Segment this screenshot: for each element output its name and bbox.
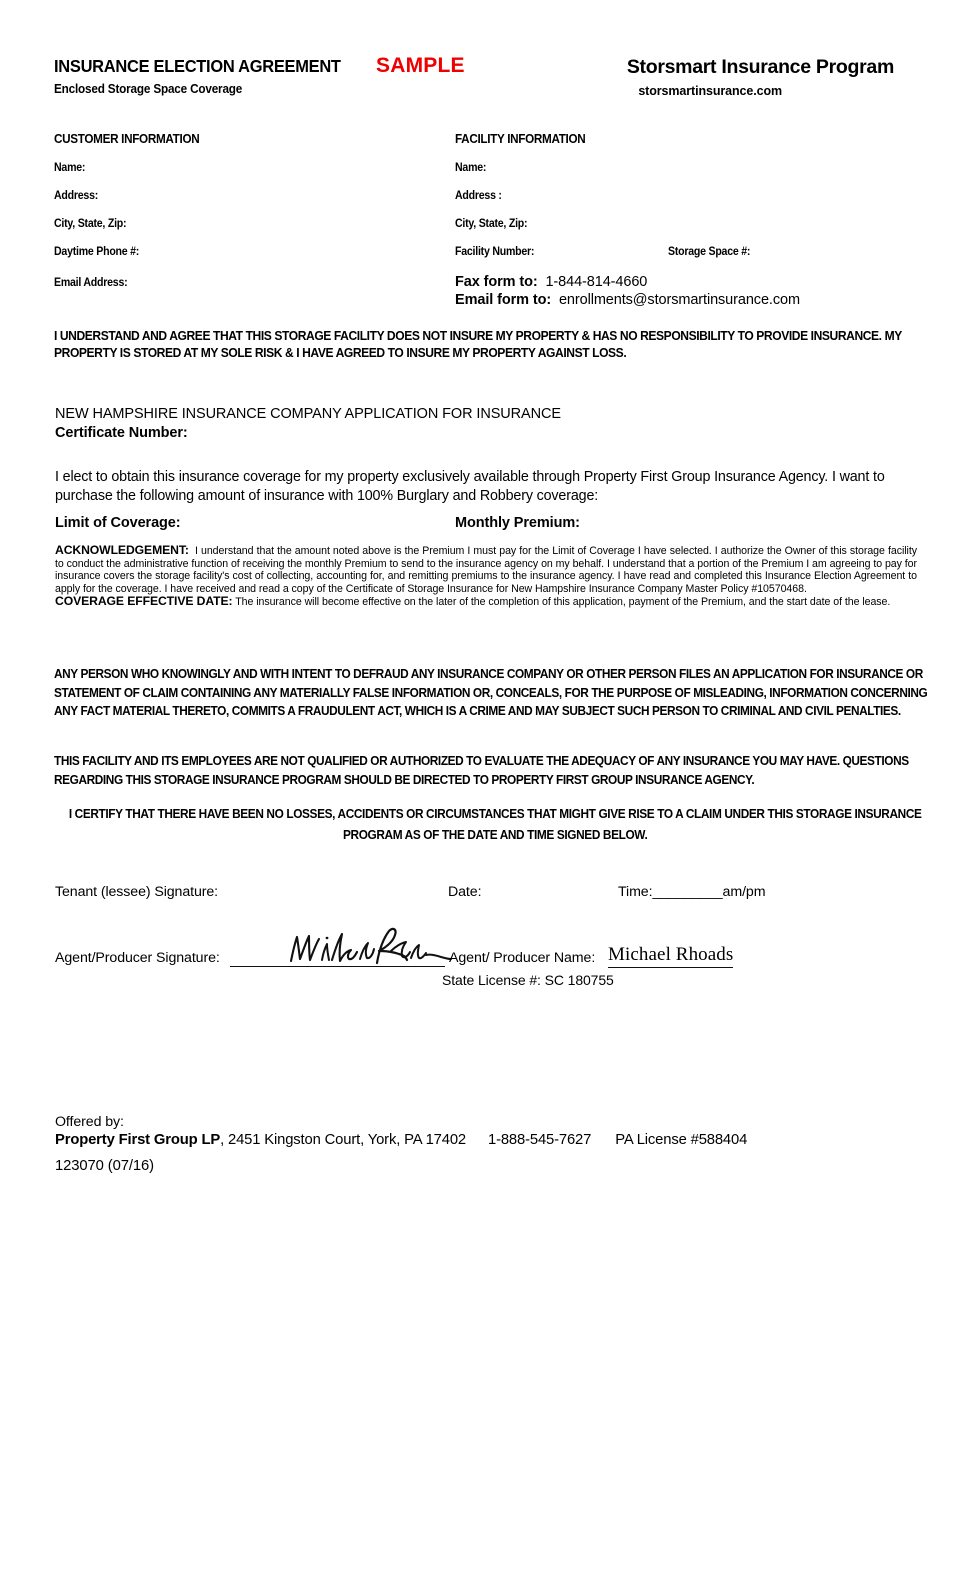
facility-name-label: Name:	[455, 162, 487, 174]
coverage-effective-date-paragraph	[55, 595, 917, 609]
sample-watermark: SAMPLE	[376, 54, 465, 77]
footer-company-line	[55, 1132, 747, 1148]
certificate-number-label: Certificate Number:	[55, 425, 188, 441]
customer-city-state-zip-label: City, State, Zip:	[54, 218, 127, 230]
facility-number-label: Facility Number:	[455, 246, 535, 258]
facility-city-state-zip-label: City, State, Zip:	[455, 218, 528, 230]
state-license-number: State License #: SC 180755	[442, 972, 614, 988]
storage-space-number-label: Storage Space #:	[668, 246, 751, 258]
customer-information-heading: CUSTOMER INFORMATION	[54, 131, 200, 146]
email-form-row	[455, 292, 800, 308]
acknowledgement-body: I understand that the amount noted above is the Premium I must pay for the Limit of Coverage I have selected. I authorize the Owner of this storage facility to conduct the administrative function of receiving the monthly Premium to send to the insurance agency on my behalf. I understand that a portion of the Premium I am agreeing to pay for insurance covers the storage facility's cost of collecting, accounting for, and remitting premiums to the insurance agency. I have read and completed this Insurance Election Agreement to apply for the coverage. I have received and read a copy of the Certificate of Storage Insurance for New Hampshire Insurance Company Master Policy #10570468.	[55, 545, 917, 595]
facility-information-heading: FACILITY INFORMATION	[455, 131, 586, 146]
fax-number: 1-844-814-4660	[545, 274, 648, 290]
email-label: Email form to:	[455, 292, 552, 308]
facility-address-label: Address :	[455, 190, 502, 202]
certification-statement: I CERTIFY THAT THERE HAVE BEEN NO LOSSES, ACCIDENTS OR CIRCUMSTANCES THAT MIGHT GIVE RISE TO A CLAIM UNDER THIS STORAGE INSURANCE PROGRAM AS OF THE DATE AND TIME SIGNED BELOW.	[68, 806, 922, 842]
agent-signature-line	[230, 966, 445, 967]
agent-signature-label: Agent/Producer Signature:	[55, 950, 220, 966]
footer-license: PA License #588404	[615, 1132, 748, 1148]
footer-company-address: , 2451 Kingston Court, York, PA 17402	[220, 1132, 466, 1148]
agent-producer-name-label: Agent/ Producer Name:	[449, 950, 596, 966]
facility-disclaimer-statement: THIS FACILITY AND ITS EMPLOYEES ARE NOT QUALIFIED OR AUTHORIZED TO EVALUATE THE ADEQUACY OF ANY INSURANCE YOU MAY HAVE. QUESTIONS REGARDING THIS STORAGE INSURANCE PROGRAM SHOULD BE DIRECTED TO PROPERTY FIRST GROUP INSURANCE AGENCY.	[54, 753, 909, 787]
brand-name: Storsmart Insurance Program	[626, 56, 894, 78]
customer-daytime-phone-label: Daytime Phone #:	[54, 246, 140, 258]
customer-email-label: Email Address:	[54, 277, 128, 289]
document-subtitle: Enclosed Storage Space Coverage	[54, 82, 243, 96]
document-title: INSURANCE ELECTION AGREEMENT	[54, 56, 341, 76]
acknowledgement-lead: ACKNOWLEDGEMENT:	[55, 543, 189, 557]
fax-form-row	[455, 274, 647, 290]
handwritten-signature-icon	[285, 921, 455, 969]
brand-website: storsmartinsurance.com	[638, 84, 782, 98]
elect-coverage-paragraph: I elect to obtain this insurance coverage for my property exclusively available through Property First Group Insurance Agency. I want to purchase the following amount of insurance with 100% Burglary and Robbery coverage:	[55, 469, 885, 504]
customer-name-label: Name:	[54, 162, 86, 174]
form-number: 123070 (07/16)	[55, 1158, 154, 1174]
customer-address-label: Address:	[54, 190, 99, 202]
acknowledgement-fine-print	[55, 544, 917, 609]
fax-label: Fax form to:	[455, 274, 538, 290]
limit-of-coverage-label: Limit of Coverage:	[55, 515, 181, 531]
date-label[interactable]: Date:	[448, 884, 482, 900]
understand-and-agree-statement: I UNDERSTAND AND AGREE THAT THIS STORAGE FACILITY DOES NOT INSURE MY PROPERTY & HAS NO RESPONSIBILITY TO PROVIDE INSURANCE. MY PROPERTY IS STORED AT MY SOLE RISK & I HAVE AGREED TO INSURE MY PROPERTY AGAINST LOSS.	[54, 328, 902, 360]
email-address: enrollments@storsmartinsurance.com	[558, 292, 800, 308]
offered-by-label: Offered by:	[55, 1114, 124, 1130]
insurance-company-application-line: NEW HAMPSHIRE INSURANCE COMPANY APPLICATION FOR INSURANCE	[55, 406, 561, 422]
agent-producer-name-value: Michael Rhoads	[608, 944, 733, 968]
footer-phone: 1-888-545-7627	[488, 1132, 592, 1148]
footer-company-name: Property First Group LP	[55, 1132, 221, 1148]
fraud-warning-statement: ANY PERSON WHO KNOWINGLY AND WITH INTENT TO DEFRAUD ANY INSURANCE COMPANY OR OTHER PERSON FILES AN APPLICATION FOR INSURANCE OR STATEMENT OF CLAIM CONTAINING ANY MATERIALLY FALSE INFORMATION OR, CONCEALS, FOR THE PURPOSE OF MISLEADING, INFORMATION CONCERNING ANY FACT MATERIAL THERETO, COMMITS A FRAUDULENT ACT, WHICH IS A CRIME AND MAY SUBJECT SUCH PERSON TO CRIMINAL AND CIVIL PENALTIES.	[54, 666, 928, 718]
coverage-effective-date-body: The insurance will become effective on the later of the completion of this application, payment of the Premium, and the start date of the lease.	[235, 596, 891, 609]
tenant-signature-label[interactable]: Tenant (lessee) Signature:	[55, 884, 219, 900]
coverage-effective-date-lead: COVERAGE EFFECTIVE DATE:	[55, 594, 233, 609]
time-label[interactable]: Time:_________am/pm	[618, 884, 766, 900]
monthly-premium-label: Monthly Premium:	[455, 515, 580, 531]
acknowledgement-paragraph	[55, 544, 917, 595]
